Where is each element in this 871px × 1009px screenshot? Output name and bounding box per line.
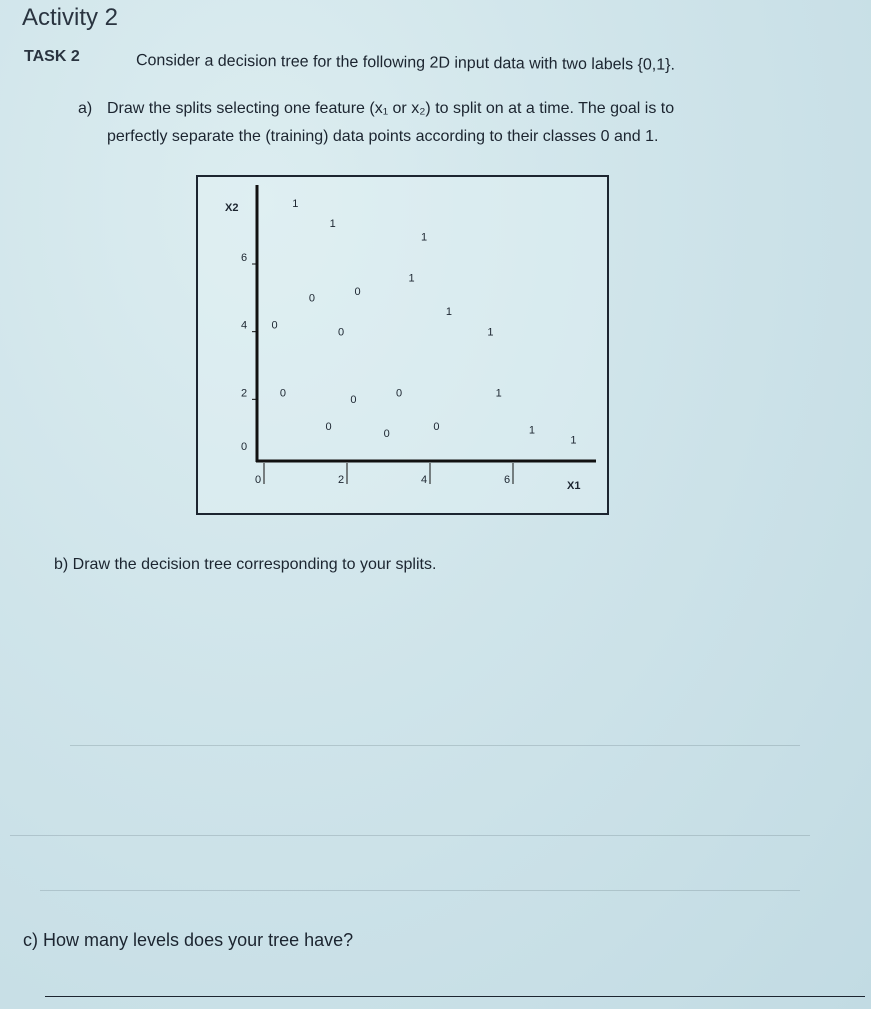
data-point-1: 1 xyxy=(528,424,535,437)
data-point-1: 1 xyxy=(420,231,428,244)
data-point-0: 0 xyxy=(308,292,316,305)
data-point-1: 1 xyxy=(570,434,577,447)
data-point-0: 0 xyxy=(337,326,345,339)
question-b: b) Draw the decision tree corresponding to your splits. xyxy=(54,556,437,573)
data-point-1: 1 xyxy=(487,326,494,339)
task-label: TASK 2 xyxy=(24,48,80,65)
data-point-0: 0 xyxy=(396,387,403,400)
y-axis-label: X2 xyxy=(225,202,239,214)
data-point-1: 1 xyxy=(495,387,502,400)
x-axis-label: X1 xyxy=(567,480,581,492)
faint-answer-line xyxy=(40,890,800,891)
data-point-0: 0 xyxy=(279,387,286,400)
question-a-line-2: perfectly separate the (training) data points according to their classes 0 and 1. xyxy=(107,128,659,145)
data-point-0: 0 xyxy=(350,394,357,407)
x-tick-label: 6 xyxy=(503,474,511,486)
x-tick-label: 0 xyxy=(254,474,262,486)
y-tick-label: 2 xyxy=(240,387,248,400)
data-point-1: 1 xyxy=(292,197,299,210)
question-a-label: a) xyxy=(78,100,93,117)
faint-answer-line xyxy=(70,745,800,746)
x-tick-label: 2 xyxy=(337,474,345,486)
question-a-line-1: Draw the splits selecting one feature (x₁ or x₂) to split on at a time. The goal is to xyxy=(107,100,675,117)
y-tick-label: 4 xyxy=(240,319,248,332)
answer-line[interactable] xyxy=(45,996,865,997)
data-point-0: 0 xyxy=(271,319,278,332)
y-tick-label: 6 xyxy=(240,252,248,264)
faint-answer-line xyxy=(10,835,810,836)
y-tick-label: 0 xyxy=(240,441,248,453)
data-point-0: 0 xyxy=(325,421,332,434)
x-tick-label: 4 xyxy=(420,474,428,486)
question-c: c) How many levels does your tree have? xyxy=(23,930,354,950)
activity-title: Activity 2 xyxy=(22,4,119,31)
data-point-0: 0 xyxy=(354,285,361,298)
task-description: Consider a decision tree for the following 2D input data with two labels {0,1}. xyxy=(135,52,676,74)
data-point-1: 1 xyxy=(445,306,452,319)
data-point-0: 0 xyxy=(433,421,440,434)
data-point-0: 0 xyxy=(383,427,390,440)
data-point-1: 1 xyxy=(408,272,415,285)
data-point-1: 1 xyxy=(329,218,336,231)
